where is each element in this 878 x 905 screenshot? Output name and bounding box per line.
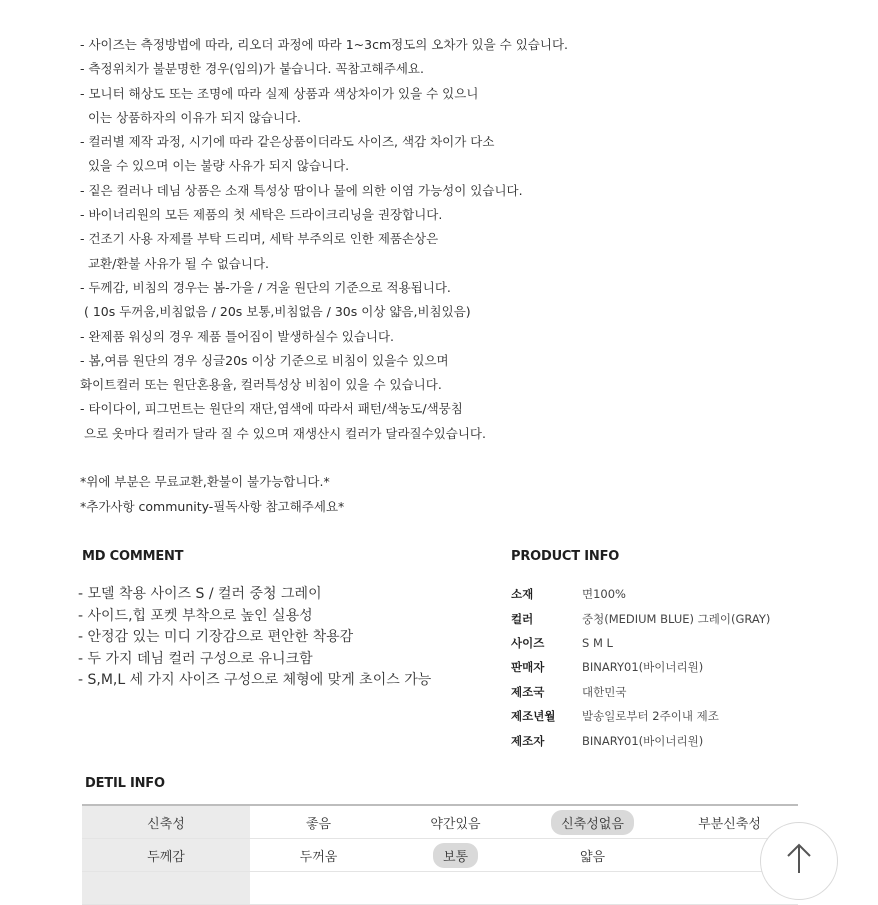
detil-option-cell: [524, 872, 661, 904]
notice-line: 교환/환불 사유가 될 수 없습니다.: [80, 255, 270, 271]
detil-option: 두꺼움: [299, 849, 338, 865]
detil-info-title: DETIL INFO: [85, 776, 165, 791]
product-info-row: [511, 728, 861, 752]
notice-line: - 완제품 워싱의 경우 제품 틀어짐이 발생하실수 있습니다.: [80, 328, 395, 344]
detil-row-partial: [82, 872, 798, 905]
detil-row-thickness: [82, 839, 798, 872]
notice-line: - 컬러별 제작 과정, 시기에 따라 같은상품이더라도 사이즈, 색감 차이가 다소: [80, 134, 495, 150]
detil-option-cell: [250, 806, 387, 838]
notice-line: - 측정위치가 불분명한 경우(임의)가 붙습니다. 꼭참고해주세요.: [80, 61, 424, 77]
footnote: *위에 부분은 무료교환,환불이 불가능합니다.*: [80, 474, 330, 490]
md-comment-item: - S,M,L 세 가지 사이즈 구성으로 체형에 맞게 초이스 가능: [78, 672, 432, 688]
detil-option-cell: [387, 806, 524, 838]
product-info-row: [511, 631, 861, 655]
notice-line: - 모니터 해상도 또는 조명에 따라 실제 상품과 색상차이가 있을 수 있으니: [80, 85, 479, 101]
detil-row-label: 신축성: [82, 806, 250, 838]
product-info-value: 대한민국: [582, 684, 627, 699]
md-comment-item: - 모델 착용 사이즈 S / 컬러 중청 그레이: [78, 586, 322, 602]
product-info-row: [511, 606, 861, 630]
product-info-row: [511, 655, 861, 679]
detil-option-cell: [524, 839, 661, 871]
product-info-key: 소재: [511, 587, 534, 602]
product-info-value: 발송일로부터 2주이내 제조: [582, 709, 719, 724]
md-comment-item: - 두 가지 데님 컬러 구성으로 유니크함: [78, 650, 313, 667]
scroll-top-button[interactable]: [760, 822, 838, 900]
product-info-key: 제조자: [511, 733, 545, 748]
notice-line: - 건조기 사용 자제를 부탁 드리며, 세탁 부주의로 인한 제품손상은: [80, 231, 439, 247]
notice-line: - 짙은 컬러나 데님 상품은 소재 특성상 땀이나 물에 의한 이염 가능성이 있습니다.: [80, 182, 523, 198]
product-info-row: [511, 680, 861, 704]
arrow-up-icon: [785, 843, 813, 873]
detil-option: 약간있음: [430, 816, 481, 832]
product-info-row: [511, 582, 861, 606]
md-comment-item: - 안정감 있는 미디 기장감으로 편안한 착용감: [78, 629, 354, 645]
notice-line: 이는 상품하자의 이유가 되지 않습니다.: [80, 109, 302, 125]
notice-line: - 바이너리원의 모든 제품의 첫 세탁은 드라이크리닝을 권장합니다.: [80, 207, 443, 223]
footnote: *추가사항 community-필독사항 참고해주세요*: [80, 498, 345, 514]
notice-line: ( 10s 두꺼움,비침없음 / 20s 보통,비침없음 / 30s 이상 얇음,비침있음): [80, 304, 471, 320]
notice-list: [80, 33, 860, 519]
md-comment-title: MD COMMENT: [82, 549, 184, 564]
product-info-key: 컬러: [511, 611, 534, 626]
spacer: [80, 446, 860, 470]
notice-line: - 사이즈는 측정방법에 따라, 리오더 과정에 따라 1~3cm정도의 오차가 있을 수 있습니다.: [80, 37, 568, 52]
product-info-key: 제조년월: [511, 709, 556, 724]
notice-line: - 타이다이, 피그먼트는 원단의 재단,염색에 따라서 패턴/색농도/색뭉침: [80, 401, 463, 417]
detil-option-cell: [250, 839, 387, 871]
notice-line: - 봄,여름 원단의 경우 싱글20s 이상 기준으로 비침이 있을수 있으며: [80, 352, 449, 368]
md-comment-item: - 사이드,힙 포켓 부착으로 높인 실용성: [78, 607, 313, 624]
product-info-value: 중청(MEDIUM BLUE) 그레이(GRAY): [582, 611, 771, 626]
detil-option-cell: [524, 806, 661, 838]
detil-option: 신축성없음: [551, 810, 634, 835]
detil-row-label: [82, 872, 250, 904]
product-info-value: BINARY01(바이너리원): [582, 733, 704, 748]
md-comment-list: [78, 584, 498, 692]
product-info-value: 면100%: [582, 587, 626, 602]
product-info-table: [511, 582, 861, 753]
detil-option: 부분신축성: [698, 816, 761, 832]
detil-option-cell: [387, 872, 524, 904]
product-info-key: 판매자: [511, 660, 545, 675]
detil-option: 보통: [433, 843, 478, 868]
detil-option: [720, 852, 740, 858]
detil-option: 좋음: [305, 816, 332, 832]
detil-option-cell: [250, 872, 387, 904]
detil-option-cell: [387, 839, 524, 871]
detil-info-table: [82, 804, 798, 905]
notice-line: 화이트컬러 또는 원단혼용율, 컬러특성상 비침이 있을 수 있습니다.: [80, 377, 442, 393]
detil-row-label: 두께감: [82, 839, 250, 871]
notice-line: 으로 옷마다 컬러가 달라 질 수 있으며 재생산시 컬러가 달라질수있습니다.: [80, 425, 486, 441]
product-info-value: BINARY01(바이너리원): [582, 660, 704, 675]
product-info-title: PRODUCT INFO: [511, 549, 620, 564]
product-info-row: [511, 704, 861, 728]
notice-line: 있을 수 있으며 이는 불량 사유가 되지 않습니다.: [80, 158, 350, 174]
notice-line: - 두께감, 비침의 경우는 봄-가을 / 겨울 원단의 기준으로 적용됩니다.: [80, 279, 451, 295]
detil-row-stretch: [82, 806, 798, 839]
product-info-value: S M L: [582, 635, 613, 650]
product-info-key: 제조국: [511, 684, 545, 699]
product-info-key: 사이즈: [511, 635, 545, 650]
detil-option: 얇음: [579, 849, 606, 865]
